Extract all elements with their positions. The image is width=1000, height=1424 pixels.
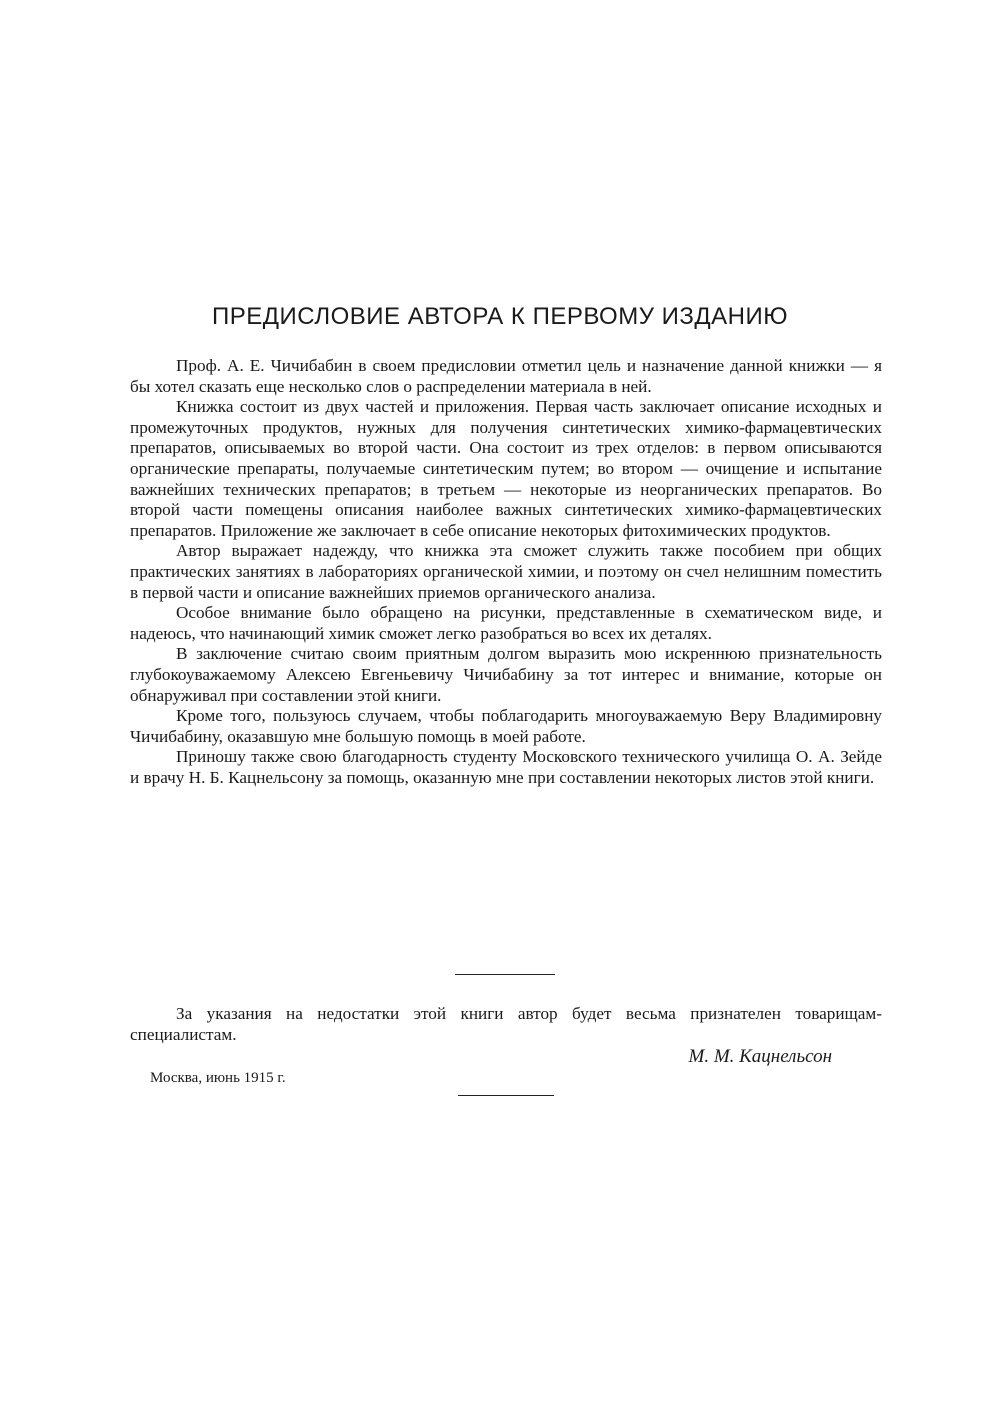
paragraph-6: Кроме того, пользуюсь случаем, чтобы поблагодарить многоуважаемую Веру Владимировну Чичибабину, оказавшую мне большую помощь в моей работе.: [130, 706, 882, 746]
note-text: За указания на недостатки этой книги автор будет весьма признателен товарищам-специалистам.: [130, 1004, 882, 1044]
paragraph-5: В заключение считаю своим приятным долгом выразить мою искреннюю признательность глубокоуважаемому Алексею Евгеньевичу Чичибабину за тот интерес и внимание, которые он обнаруживал при составлении этой книги.: [130, 644, 882, 705]
author-note: [130, 1003, 882, 1045]
paragraph-3: Автор выражает надежду, что книжка эта сможет служить также пособием при общих практических занятиях в лабораториях органической химии, и поэтому он счел нелишним поместить в первой части и описание важнейших приемов органического анализа.: [130, 541, 882, 602]
closing-divider: [458, 1095, 554, 1096]
preface-body: [130, 356, 882, 788]
paragraph-2: Книжка состоит из двух частей и приложения. Первая часть заключает описание исходных и промежуточных продуктов, нужных для получения синтетических химико-фармацевтических препаратов, описываемых во второй части. Она состоит из трех отделов: в первом описываются органические препараты, получаемые синтетическим путем; во втором — очищение и испытание важнейших технических препаратов; в третьем — некоторые из неорганических препаратов. Во второй части помещены описания наиболее важных синтетических химико-фармацевтических препаратов. Приложение же заключает в себе описание некоторых фитохимических продуктов.: [130, 397, 882, 540]
paragraph-7: Приношу также свою благодарность студенту Московского технического училища О. А. Зейде и врачу Н. Б. Кацнельсону за помощь, оказанную мне при составлении некоторых листов этой книги.: [130, 747, 882, 787]
page-title: ПРЕДИСЛОВИЕ АВТОРА К ПЕРВОМУ ИЗДАНИЮ: [212, 303, 788, 330]
place-date: Москва, июнь 1915 г.: [150, 1070, 286, 1086]
author-signature: М. М. Кацнельсон: [688, 1046, 832, 1067]
paragraph-4: Особое внимание было обращено на рисунки, представленные в схематическом виде, и надеюсь, что начинающий химик сможет легко разобраться во всех их деталях.: [130, 603, 882, 643]
paragraph-1: Проф. А. Е. Чичибабин в своем предисловии отметил цель и назначение данной книжки — я бы хотел сказать еще несколько слов о распределении материала в ней.: [130, 356, 882, 396]
section-divider: [455, 974, 555, 975]
